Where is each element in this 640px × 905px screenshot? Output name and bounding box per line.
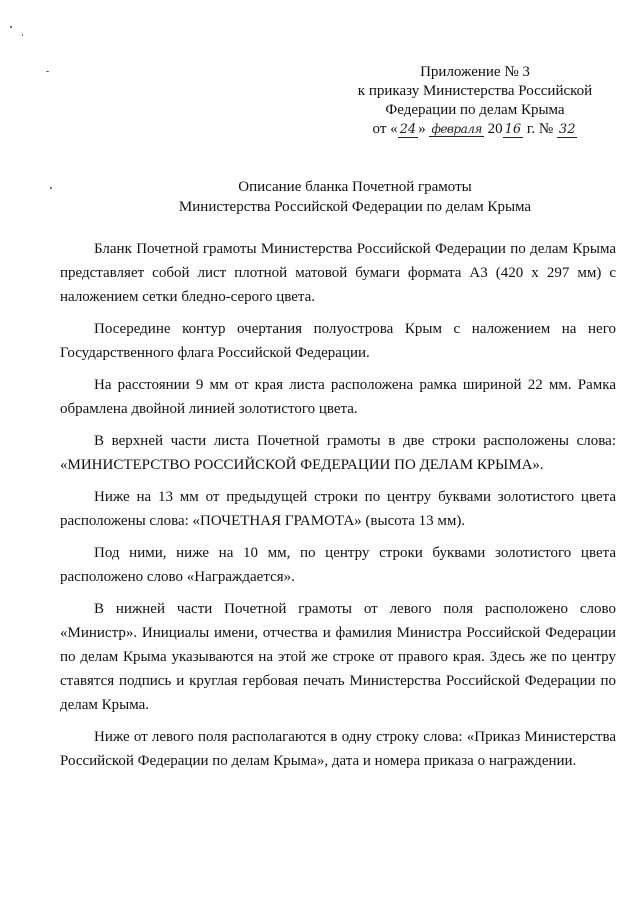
paragraph-1: Бланк Почетной грамоты Министерства Российской Федерации по делам Крыма представляет собой лист плотной матовой бумаги формата А3 (420 х 297 мм) с наложением сетки бледно-серого цвета.	[60, 241, 616, 305]
title-line-2: Министерства Российской Федерации по делам Крыма	[178, 199, 532, 215]
paragraph-4: В верхней части листа Почетной грамоты в две строки расположены слова: «МИНИСТЕРСТВО РОССИЙСКОЙ ФЕДЕРАЦИИ ПО ДЕЛАМ КРЫМА».	[60, 433, 616, 473]
year-tail: г. №	[526, 121, 554, 137]
scan-speck	[22, 34, 23, 36]
scan-speck	[50, 187, 52, 189]
scan-speck	[10, 26, 12, 28]
order-date-line	[330, 120, 620, 139]
date-prefix: от «	[372, 121, 398, 137]
handwritten-day: 24	[399, 122, 417, 137]
paragraph-7: В нижней части Почетной грамоты от левого поля расположено слово «Министр». Инициалы имени, отчества и фамилия Министра Российской Федерации по делам Крыма указываются на этой же строке от правого края. Здесь же по центру ставятся подпись и круглая гербовая печать Министерства Российской Федерации по делам Крыма.	[60, 601, 616, 713]
date-separator: »	[418, 121, 426, 137]
scan-speck	[46, 71, 49, 72]
paragraph-5: Ниже на 13 мм от предыдущей строки по центру буквами золотистого цвета расположены слова: «ПОЧЕТНАЯ ГРАМОТА» (высота 13 мм).	[60, 489, 616, 529]
title-line-1: Описание бланка Почетной грамоты	[238, 179, 472, 195]
appendix-line-1: Приложение № 3	[420, 64, 530, 80]
handwritten-month: февраля	[431, 122, 482, 136]
document-title	[60, 177, 640, 217]
paragraph-2: Посередине контур очертания полуострова Крым с наложением на него Государственного флага Российской Федерации.	[60, 321, 616, 361]
document-body	[60, 237, 616, 781]
appendix-header	[330, 63, 620, 139]
appendix-line-3: Федерации по делам Крыма	[385, 102, 565, 118]
paragraph-8: Ниже от левого поля располагаются в одну строку слова: «Приказ Министерства Российской Федерации по делам Крыма», дата и номера приказа о награждении.	[60, 729, 616, 769]
handwritten-order-number: 32	[558, 122, 576, 137]
paragraph-3: На расстоянии 9 мм от края листа расположена рамка шириной 22 мм. Рамка обрамлена двойной линией золотистого цвета.	[60, 377, 616, 417]
handwritten-year: 16	[504, 122, 522, 137]
appendix-line-2: к приказу Министерства Российской	[357, 83, 593, 99]
year-prefix: 20	[487, 121, 503, 137]
paragraph-6: Под ними, ниже на 10 мм, по центру строки буквами золотистого цвета расположено слово «Награждается».	[60, 545, 616, 585]
